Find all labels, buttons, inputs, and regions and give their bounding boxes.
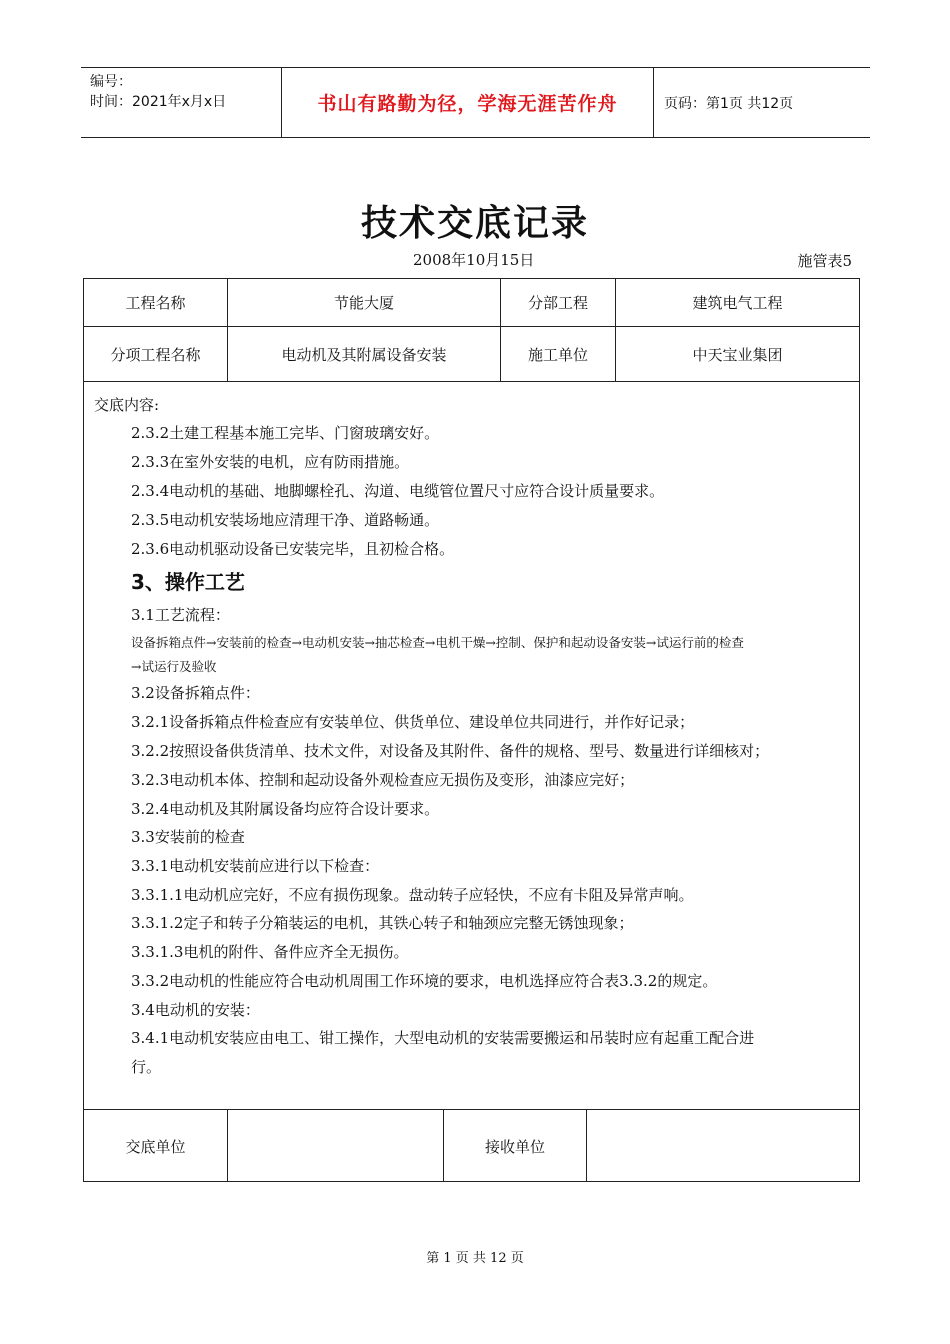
project-name-label: 工程名称 — [84, 279, 228, 326]
table-row — [84, 279, 859, 327]
content-line: 3.3.1电动机安装前应进行以下检查： — [131, 857, 380, 875]
form-number: 施管表5 — [797, 252, 852, 270]
division-label: 分部工程 — [501, 279, 616, 326]
page-title: 技术交底记录 — [360, 203, 589, 244]
issuer-label: 交底单位 — [84, 1110, 228, 1182]
page-footer: 第 1 页 共 12 页 — [426, 1251, 524, 1266]
content-line: 2.3.4电动机的基础、地脚螺栓孔、沟道、电缆管位置尺寸应符合设计质量要求。 — [131, 482, 665, 500]
content-line: 2.3.3在室外安装的电机，应有防雨措施。 — [131, 453, 410, 471]
content-line: 3.3安装前的检查 — [131, 828, 245, 846]
number-label: 编号： — [90, 74, 132, 90]
content-line: 3.2.4电动机及其附属设备均应符合设计要求。 — [131, 800, 440, 818]
content-line: 3.4电动机的安装： — [131, 1001, 260, 1019]
record-table — [83, 278, 860, 1182]
record-date: 2008年10月15日 — [413, 251, 535, 269]
content-line: 2.3.2土建工程基本施工完毕、门窗玻璃安好。 — [131, 424, 440, 442]
subitem-label: 分项工程名称 — [84, 327, 228, 381]
contractor-label: 施工单位 — [501, 327, 616, 381]
division: 建筑电气工程 — [692, 294, 783, 312]
content-line: 3.3.1.1电动机应完好，不应有损伤现象。盘动转子应轻快，不应有卡阻及异常声响。 — [131, 886, 694, 904]
content-label: 交底内容: — [94, 396, 160, 414]
page-info: 页码：第1页 共12页 — [664, 95, 794, 112]
document-header — [81, 67, 870, 138]
receiver-label: 接收单位 — [444, 1110, 587, 1182]
process-flow: 设备拆箱点件→安装前的检查→电动机安装→抽芯检查→电机干燥→控制、保护和起动设备安装→试运行前的检查 — [131, 635, 744, 650]
issuer-value[interactable] — [228, 1110, 444, 1182]
content-line: 3.2.2按照设备供货清单、技术文件，对设备及其附件、备件的规格、型号、数量进行详细核对； — [131, 742, 770, 760]
table-row — [84, 1110, 859, 1182]
subitem: 电动机及其附属设备安装 — [228, 327, 501, 381]
table-row — [84, 327, 859, 382]
content-line: 3.3.1.3电机的附件、备件应齐全无损伤。 — [131, 943, 409, 961]
header-meta — [81, 68, 281, 137]
section-heading: 3、操作工艺 — [131, 570, 245, 594]
process-flow: →试运行及验收 — [131, 659, 217, 674]
content-line: 2.3.5电动机安装场地应清理干净、道路畅通。 — [131, 511, 440, 529]
content-line: 3.2.3电动机本体、控制和起动设备外观检查应无损伤及变形，油漆应完好； — [131, 771, 635, 789]
contractor: 中天宝业集团 — [692, 345, 783, 364]
content-line: 3.2.1设备拆箱点件检查应有安装单位、供货单位、建设单位共同进行，并作好记录； — [131, 713, 695, 731]
content-line: 行。 — [131, 1058, 162, 1076]
content-line: 3.4.1电动机安装应由电工、钳工操作，大型电动机的安装需要搬运和吊装时应有起重工配合进 — [131, 1029, 755, 1047]
project-name: 节能大厦 — [228, 279, 501, 326]
disclosure-content — [84, 382, 859, 1110]
content-line: 3.2设备拆箱点件： — [131, 684, 260, 702]
content-line: 3.3.2电动机的性能应符合电动机周围工作环境的要求，电机选择应符合表3.3.2的规定。 — [131, 972, 718, 990]
process-title: 3.1工艺流程： — [131, 606, 230, 624]
time-label: 时间：2021年x月x日 — [90, 94, 227, 110]
content-line: 3.3.1.2定子和转子分箱装运的电机，其铁心转子和轴颈应完整无锈蚀现象； — [131, 914, 634, 932]
motto: 书山有路勤为径，学海无涯苦作舟 — [281, 68, 654, 137]
content-line: 2.3.6电动机驱动设备已安装完毕，且初检合格。 — [131, 540, 455, 558]
receiver-value[interactable] — [587, 1110, 859, 1182]
